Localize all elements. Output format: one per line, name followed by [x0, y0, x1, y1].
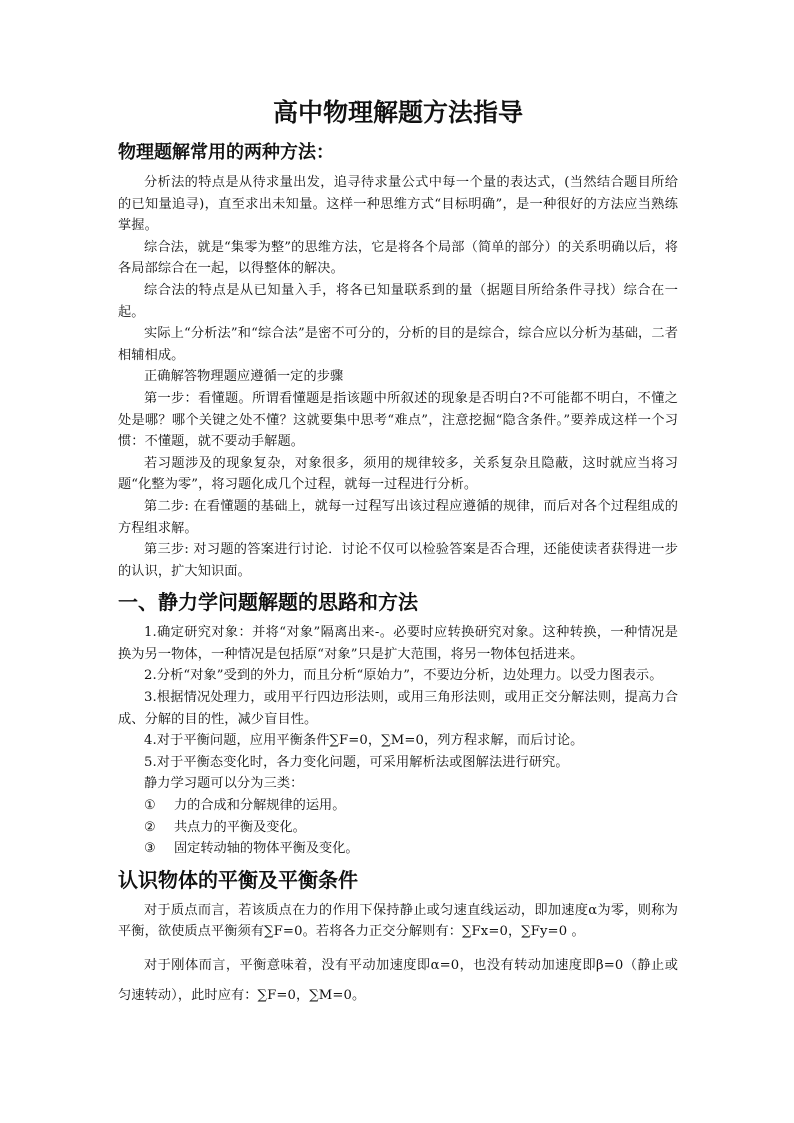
paragraph: 1.确定研究对象：并将“对象”隔离出来-。必要时应转换研究对象。这种转换，一种情况是换为另一物体，一种情况是包括原“对象”只是扩大范围，将另一物体包括进来。	[118, 625, 678, 662]
paragraph: 3.根据情况处理力，或用平行四边形法则，或用三角形法则，或用正交分解法则，提高力合成、分解的目的性，减少盲目性。	[118, 690, 678, 727]
list-item	[118, 795, 678, 817]
paragraph: 实际上“分析法”和“综合法”是密不可分的，分析的目的是综合，综合应以分析为基础，二者相辅相成。	[118, 326, 678, 363]
paragraph: 4.对于平衡问题，应用平衡条件∑F=0，∑M=0，列方程求解，而后讨论。	[144, 733, 584, 749]
list-text: 共点力的平衡及变化。	[174, 819, 306, 835]
paragraph: 2.分析“对象”受到的外力，而且分析“原始力”，不要边分析，边处理力。以受力图表示。	[144, 668, 663, 684]
paragraph: 正确解答物理题应遵循一定的步骤	[144, 369, 344, 385]
paragraph: 对于刚体而言，平衡意味着，没有平动加速度即α=0，也没有转动加速度即β=0（静止或匀速转动），此时应有：∑F=0，∑M=0。	[118, 958, 678, 1003]
section-heading-statics: 一、静力学问题解题的思路和方法	[118, 590, 418, 615]
paragraph: 对于质点而言，若该质点在力的作用下保持静止或匀速直线运动，即加速度α为零，则称为平衡，欲使质点平衡须有∑F=0。若将各力正交分解则有：∑Fx=0，∑Fy=0 。	[118, 902, 678, 940]
paragraph: 综合法的特点是从已知量入手，将各已知量联系到的量（据题目所给条件寻找）综合在一起。	[118, 282, 678, 320]
list-number: ①	[144, 798, 156, 814]
paragraph: 第二步: 在看懂题的基础上，就每一过程写出该过程应遵循的规律，而后对各个过程组成的方程组求解。	[118, 498, 678, 536]
section-heading-methods: 物理题解常用的两种方法：	[118, 142, 334, 163]
paragraph: 综合法，就是“集零为整”的思维方法，它是将各个局部（简单的部分）的关系明确以后，将各局部综合在一起，以得整体的解决。	[118, 239, 678, 277]
paragraph: 分析法的特点是从待求量出发，追寻待求量公式中每一个量的表达式，(当然结合题目所给的已知量追寻)，直至求出未知量。这样一种思维方式“目标明确”，是一种很好的方法应当熟练掌握。	[118, 175, 678, 234]
section-heading-equilibrium: 认识物体的平衡及平衡条件	[118, 867, 358, 892]
list-number: ②	[144, 819, 156, 835]
list-text: 固定转动轴的物体平衡及变化。	[174, 841, 359, 857]
document-page	[118, 96, 678, 1011]
list-text: 力的合成和分解规律的运用。	[174, 798, 346, 814]
list-item	[118, 838, 678, 860]
spacer	[118, 943, 678, 951]
list-number: ③	[144, 841, 156, 857]
paragraph: 第三步: 对习题的答案进行讨论．讨论不仅可以检验答案是否合理，还能使读者获得进一步的认识，扩大知识面。	[118, 542, 678, 579]
paragraph: 第一步：看懂题。所谓看懂题是指该题中所叙述的现象是否明白?不可能都不明白，不懂之处是哪？哪个关键之处不懂？这就要集中思考“难点”，注意挖掘“隐含条件。”要养成这样一个习惯：不懂题，就不要动手解题。	[118, 390, 678, 450]
list-item	[118, 817, 678, 839]
paragraph: 若习题涉及的现象复杂，对象很多，须用的规律较多，关系复杂且隐蔽，这时就应当将习题“化整为零”，将习题化成几个过程，就每一过程进行分析。	[118, 455, 678, 493]
document-title: 高中物理解题方法指导	[272, 98, 523, 127]
paragraph: 静力学习题可以分为三类：	[144, 776, 304, 792]
paragraph: 5.对于平衡态变化时，各力变化问题，可采用解析法或图解法进行研究。	[144, 754, 569, 770]
